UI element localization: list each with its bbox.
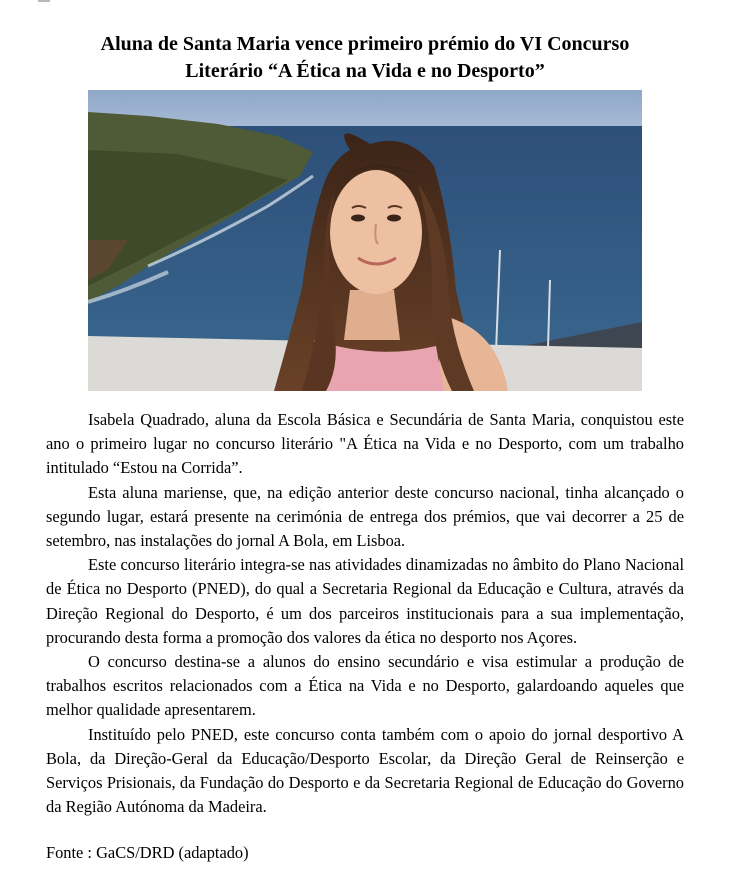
paragraph: Instituído pelo PNED, este concurso conta também com o apoio do jornal desportivo A Bola, da Direção-Geral da Educação/Desporto Escolar, da Direção Geral de Reinserção e Serviços Prisionais, da Fundação do Desporto e da Secretaria Regional de Educação do Governo da Região Autónoma da Madeira. bbox=[46, 724, 684, 817]
paragraph: Isabela Quadrado, aluna da Escola Básica e Secundária de Santa Maria, conquistou este ano o primeiro lugar no concurso literário "A Ética na Vida e no Desporto, com um trabalho intitulado “Estou na Corrida”. bbox=[46, 410, 684, 478]
photo-illustration bbox=[88, 90, 642, 391]
article-title-line-1: Aluna de Santa Maria vence primeiro prémio do VI Concurso bbox=[100, 33, 630, 56]
page-edge-mark bbox=[38, 0, 50, 2]
article-title bbox=[40, 31, 690, 85]
paragraph: Esta aluna mariense, que, na edição anterior deste concurso nacional, tinha alcançado o segundo lugar, estará presente na cerimónia de entrega dos prémios, que vai decorrer a 25 de setembro, nas instalações do jornal A Bola, em Lisboa. bbox=[46, 482, 684, 551]
paragraph: O concurso destina-se a alunos do ensino secundário e visa estimular a produção de trabalhos escritos relacionados com a Ética na Vida e no Desporto, galardoando aqueles que melhor qualidade apresentarem. bbox=[46, 652, 684, 720]
source-credit: Fonte : GaCS/DRD (adaptado) bbox=[46, 843, 249, 863]
article-body bbox=[46, 408, 684, 866]
article-photo bbox=[88, 90, 642, 391]
article-title-line-2: Literário “A Ética na Vida e no Desporto” bbox=[185, 60, 545, 83]
paragraph: Este concurso literário integra-se nas atividades dinamizadas no âmbito do Plano Nacional de Ética no Desporto (PNED), do qual a Secretaria Regional da Educação e Cultura, através da Direção Regional do Desporto, é um dos parceiros institucionais para a sua implementação, procurando desta forma a promoção dos valores da ética no desporto nos Açores. bbox=[46, 555, 684, 647]
